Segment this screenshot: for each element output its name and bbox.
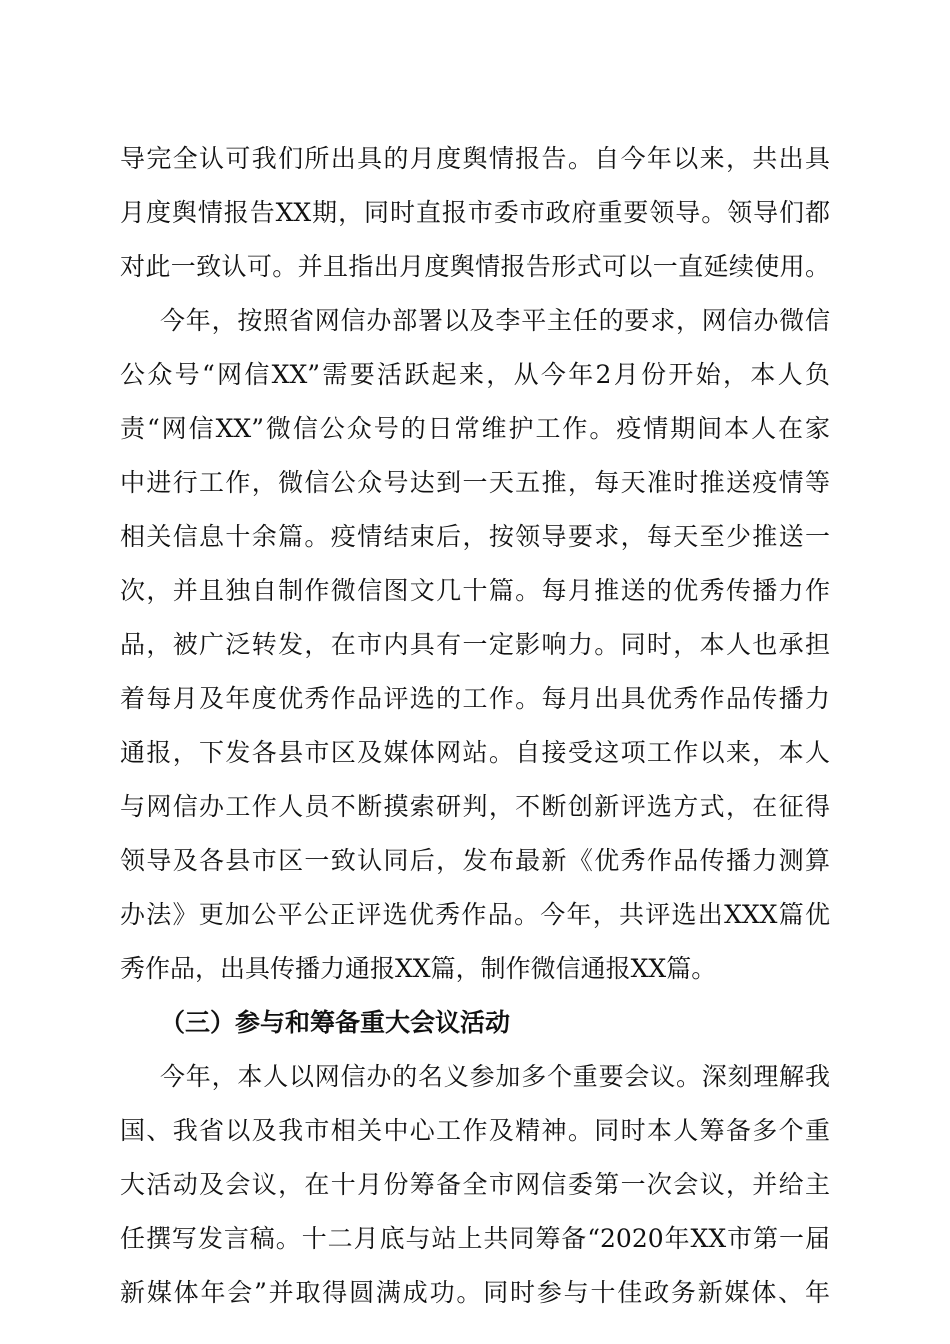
body-line: 中进行工作，微信公众号达到一天五推，每天准时推送疫情等 [120, 468, 830, 497]
body-line: 导完全认可我们所出具的月度舆情报告。自今年以来，共出具 [120, 144, 830, 173]
body-line: 通报，下发各县市区及媒体网站。自接受这项工作以来，本人 [120, 738, 830, 767]
body-line: 公众号“网信XX”需要活跃起来，从今年2月份开始，本人负 [120, 360, 830, 389]
body-line: 着每月及年度优秀作品评选的工作。每月出具优秀作品传播力 [120, 684, 830, 713]
body-line: 大活动及会议，在十月份筹备全市网信委第一次会议，并给主 [120, 1170, 830, 1199]
body-line: 品，被广泛转发，在市内具有一定影响力。同时，本人也承担 [120, 630, 830, 659]
body-line: 与网信办工作人员不断摸索研判，不断创新评选方式，在征得 [120, 792, 830, 821]
section-heading: （三）参与和筹备重大会议活动 [160, 1008, 511, 1037]
body-line: 责“网信XX”微信公众号的日常维护工作。疫情期间本人在家 [120, 414, 830, 443]
body-line: 月度舆情报告XX期，同时直报市委市政府重要领导。领导们都 [120, 198, 830, 227]
paragraph-first-line: 今年，本人以网信办的名义参加多个重要会议。深刻理解我 [160, 1062, 830, 1091]
paragraph-last-line: 秀作品，出具传播力通报XX篇，制作微信通报XX篇。 [120, 954, 717, 983]
body-line: 次，并且独自制作微信图文几十篇。每月推送的优秀传播力作 [120, 576, 830, 605]
paragraph-first-line: 今年，按照省网信办部署以及李平主任的要求，网信办微信 [160, 306, 830, 335]
body-line: 相关信息十余篇。疫情结束后，按领导要求，每天至少推送一 [120, 522, 830, 551]
body-line: 任撰写发言稿。十二月底与站上共同筹备“2020年XX市第一届 [120, 1224, 830, 1253]
body-line: 办法》更加公平公正评选优秀作品。今年，共评选出XXX篇优 [120, 900, 830, 929]
body-line: 国、我省以及我市相关中心工作及精神。同时本人筹备多个重 [120, 1116, 830, 1145]
body-line: 领导及各县市区一致认同后，发布最新《优秀作品传播力测算 [120, 846, 830, 875]
body-line: 对此一致认可。并且指出月度舆情报告形式可以一直延续使用。 [120, 252, 830, 281]
body-line: 新媒体年会”并取得圆满成功。同时参与十佳政务新媒体、年 [120, 1278, 830, 1307]
